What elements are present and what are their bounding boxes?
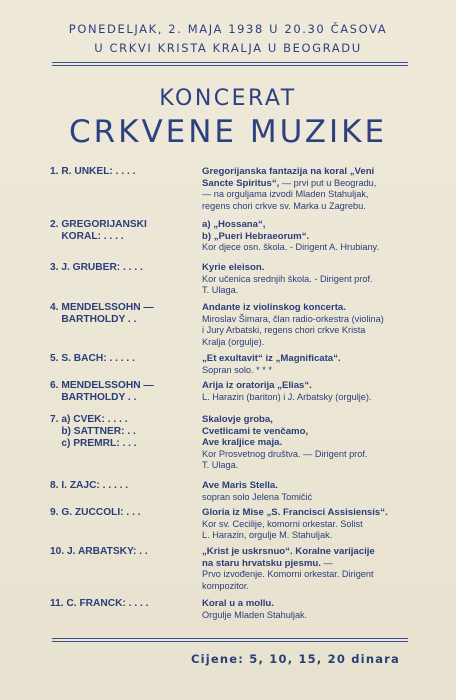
description-tail: — prvi put u Beogradu, (279, 177, 377, 188)
description-line (202, 262, 417, 274)
description-line (202, 242, 417, 254)
performer-text: sopran solo Jelena Tomičić (202, 491, 313, 502)
performer-text: kompozitor. (202, 580, 249, 591)
piece-title: Sancte Spiritus“, (202, 177, 280, 189)
piece-title: b) „Pueri Hebraeorum“. (202, 230, 310, 242)
performer-text: Kor Prosvetnog društva. — Dirigent prof. (202, 448, 368, 459)
piece-title: Cvetlicami te venčamo, (202, 425, 309, 437)
composer-line: KORAL: . . . . (50, 231, 124, 242)
piece-title: Ave Maris Stella. (202, 480, 278, 491)
description-line (202, 492, 417, 504)
description-line (202, 414, 417, 426)
performer-text: T. Ulaga. (202, 460, 239, 471)
composer-label (50, 480, 195, 492)
title-koncerat: KONCERAT (159, 86, 297, 111)
composer-label (50, 219, 195, 243)
composer-label (50, 262, 195, 274)
composer-line: 4. MENDELSSOHN — (50, 302, 154, 313)
description-line (202, 530, 417, 542)
composer-line: 5. S. BACH: . . . . . (50, 353, 135, 364)
description-line (202, 426, 417, 438)
composer-line: 7. a) CVEK: . . . . (50, 414, 128, 425)
composer-line: 1. R. UNKEL: . . . . (50, 166, 136, 177)
composer-label (50, 414, 195, 450)
description-line (202, 507, 417, 519)
description-line (202, 546, 417, 558)
piece-title: a) „Hossana“, (202, 219, 266, 230)
piece-title: „Et exultavit“ iz „Magnificata“. (202, 353, 341, 364)
description-line (202, 178, 417, 190)
piece-title: na staru hrvatsku pjesmu. (202, 557, 321, 569)
piece-description (202, 598, 417, 621)
piece-title: Kyrie eleison. (202, 262, 265, 273)
description-line (202, 392, 417, 404)
composer-label (50, 380, 195, 404)
piece-description (202, 414, 417, 472)
header-divider-2 (52, 65, 408, 66)
performer-text: Kor sv. Cecilije, komorni orkestar. Solist (202, 518, 363, 529)
piece-title: Andante iz violinskog koncerta. (202, 302, 346, 313)
composer-line: c) PREMRL: . . . (50, 438, 137, 449)
composer-label (50, 353, 195, 365)
description-line (202, 189, 417, 201)
performer-text: Kor djece osn. škola. - Dirigent A. Hrubiany. (202, 242, 380, 253)
composer-label (50, 598, 195, 610)
performer-text: L. Harazin, orgulje M. Stahuljak. (202, 530, 333, 541)
performer-text: Kralja (orgulje). (202, 336, 265, 347)
composer-line: 10. J. ARBATSKY: . . (50, 546, 148, 557)
description-line (202, 274, 417, 286)
description-line (202, 437, 417, 449)
footer-divider (52, 638, 408, 639)
piece-description (202, 353, 417, 376)
header-divider (52, 62, 408, 63)
piece-title: Gregorijanska fantazija na koral „Veni (202, 166, 375, 177)
venue-line: U CRKVI KRISTA KRALJA U BEOGRADU (94, 41, 362, 55)
composer-line: 6. MENDELSSOHN — (50, 380, 154, 391)
description-line (202, 598, 417, 610)
title-crkvene-muzike: CRKVENE MUZIKE (68, 114, 388, 150)
piece-title: Ave kraljice maja. (202, 437, 283, 449)
piece-title: Koral u a mollu. (202, 598, 274, 609)
composer-line: 2. GREGORIJANSKI (50, 219, 147, 230)
description-line (202, 558, 417, 570)
description-line (202, 480, 417, 492)
description-line (202, 365, 417, 377)
description-line (202, 302, 417, 314)
piece-description (202, 262, 417, 297)
piece-description (202, 546, 417, 592)
description-tail: — (320, 557, 333, 568)
composer-line: 11. C. FRANCK: . . . . (50, 598, 149, 609)
composer-line: 8. I. ZAJC: . . . . . (50, 480, 129, 491)
description-line (202, 337, 417, 349)
performer-text: Miroslav Šimara, član radio-orkestra (violina) (202, 313, 384, 324)
performer-text: Orgulje Mladen Stahuljak. (202, 609, 308, 620)
piece-description (202, 219, 417, 254)
piece-description (202, 302, 417, 348)
description-line (202, 314, 417, 326)
description-line (202, 325, 417, 337)
composer-line: BARTHOLDY . . (50, 392, 137, 403)
date-line: PONEDELJAK, 2. MAJA 1938 U 20.30 ČASOVA (68, 22, 388, 36)
performer-text: L. Harazin (bariton) i J. Arbatsky (orgulje). (202, 391, 372, 402)
piece-description (202, 507, 417, 542)
description-line (202, 581, 417, 593)
performer-text: regens chori crkve sv. Marka u Zagrebu. (202, 200, 366, 211)
performer-text: Prvo izvođenje. Komorni orkestar. Dirigent (202, 569, 374, 580)
description-line (202, 231, 417, 243)
description-line (202, 569, 417, 581)
description-line (202, 285, 417, 297)
composer-label (50, 166, 195, 178)
description-line (202, 166, 417, 178)
piece-title: Skalovje groba, (202, 414, 273, 425)
piece-title: Gloria iz Mise „S. Francisci Assisiensis“. (202, 507, 388, 518)
composer-line: b) SATTNER: . . (50, 426, 136, 437)
description-line (202, 449, 417, 461)
description-line (202, 610, 417, 622)
description-line (202, 380, 417, 392)
composer-label (50, 507, 195, 519)
piece-description (202, 380, 417, 403)
piece-description (202, 480, 417, 503)
performer-text: Kor učenica srednjih škola. - Dirigent prof. (202, 273, 373, 284)
description-line (202, 219, 417, 231)
description-line (202, 519, 417, 531)
piece-title: Arija iz oratorija „Elias“. (202, 380, 312, 391)
performer-text: T. Ulaga. (202, 285, 239, 296)
piece-description (202, 166, 417, 212)
description-line (202, 460, 417, 472)
performer-text: — na orguljama izvodi Mladen Stahuljak, (202, 189, 369, 200)
footer-divider-2 (52, 641, 408, 642)
description-line (202, 353, 417, 365)
ticket-prices: Cijene: 5, 10, 15, 20 dinara (191, 652, 400, 666)
composer-label (50, 302, 195, 326)
composer-line: 9. G. ZUCCOLI: . . . (50, 507, 141, 518)
piece-title: „Krist je uskrsnuo“. Koralne varijacije (202, 546, 375, 557)
performer-text: i Jury Arbatski, regens chori crkve Krista (202, 325, 366, 336)
description-line (202, 201, 417, 213)
composer-line: BARTHOLDY . . (50, 314, 137, 325)
composer-label (50, 546, 195, 558)
composer-line: 3. J. GRUBER: . . . . (50, 262, 143, 273)
performer-text: Sopran solo. * * * (202, 364, 272, 375)
